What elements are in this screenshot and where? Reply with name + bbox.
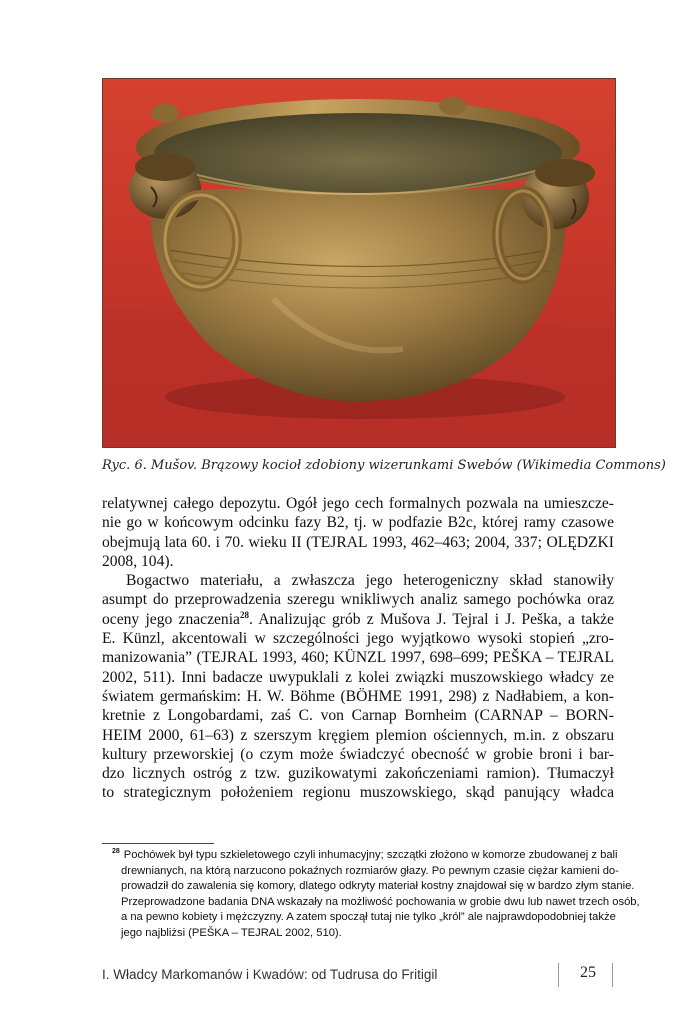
- body-line: kultury przeworskiej (o czym może świadczyć obecność w grobie broni i bar-: [102, 745, 614, 763]
- footnote-number: 28: [112, 848, 120, 856]
- body-line: 2002, 511). Inni badacze uwypuklali z kolei związki muszowskiego władcy ze: [102, 668, 614, 686]
- body-line: manizowania” (TEJRAL 1993, 460; KÜNZL 1997, 698–699; PEŠKA – TEJRAL: [102, 649, 614, 667]
- figure-caption: Ryc. 6. Mušov. Brązowy kocioł zdobiony wizerunkami Swebów (Wikimedia Commons): [102, 458, 666, 473]
- body-line-part: . Analizując grób z Mušova J. Tejral i J. Peška, a także: [248, 610, 614, 628]
- bronze-cauldron-illustration: [103, 79, 615, 447]
- body-line: dzo licznych ostróg z tzw. guzikowatymi zakończeniami ramion). Tłumaczył: [102, 765, 614, 783]
- body-line: to strategicznym położeniem regionu muszowskiego, skąd panujący władca: [102, 784, 614, 802]
- body-line: światem germańskim: H. W. Böhme (BÖHME 1991, 298) z Nadłabiem, a kon-: [102, 687, 614, 705]
- footnote-line: a na pewno kobiety i mężczyzny. A zatem spoczął tutaj nie tylko „król” ale najprawdopodobniej także: [121, 911, 616, 923]
- footnote-divider: [102, 843, 214, 844]
- body-line: obejmują lata 60. i 70. wieku II (TEJRAL 1993, 462–463; 2004, 337; OLĘDZKI: [102, 533, 614, 551]
- body-line: Bogactwo materiału, a zwłaszcza jego heterogeniczny skład stanowiły: [126, 572, 614, 590]
- body-line-with-footnote-ref: [102, 610, 614, 629]
- footnote-line: [112, 848, 618, 864]
- footnote-line: drewnianych, na którą narzucono pokaźnych rozmiarów głazy. Po pewnym czasie ciężar kamieni do-: [121, 864, 619, 877]
- body-line: E. Künzl, akcentowali w szczególności jego wyjątkowo wysoki stopień „zro-: [102, 630, 614, 648]
- figure-photo: [102, 78, 616, 448]
- running-footer-title: I. Władcy Markomanów i Kwadów: od Tudrusa do Fritigil: [102, 967, 438, 982]
- body-line: nie go w końcowym odcinku fazy B2, tj. w podfazie B2c, której ramy czasowe: [102, 514, 614, 532]
- body-line: HEIM 2000, 61–63) z szerszym kręgiem plemion ościennych, m.in. z obszaru: [102, 726, 614, 744]
- body-line-part: oceny jego znaczenia: [102, 610, 240, 628]
- page-number: 25: [580, 964, 596, 981]
- footnote: [112, 848, 640, 941]
- footer-divider-left: [558, 963, 559, 987]
- footnote-line: Przeprowadzone badania DNA wskazały na możliwość pochowania w grobie dwu lub nawet trzech osób,: [121, 895, 640, 908]
- footnote-line-text: Pochówek był typu szkieletowego czyli inhumacyjny; szczątki złożono w komorze zbudowanej z bali: [123, 849, 618, 861]
- footnote-line: jego najbliżsi (PEŠKA – TEJRAL 2002, 510).: [121, 926, 342, 939]
- body-line: kretnie z Longobardami, zaś C. von Carnap Bornheim (CARNAP – BORN-: [102, 707, 614, 725]
- body-line: relatywnej całego depozytu. Ogół jego cech formalnych pozwala na umieszcze-: [102, 495, 614, 512]
- footer-divider-right: [612, 963, 613, 987]
- footnote-reference[interactable]: 28: [239, 609, 249, 620]
- body-line: 2008, 104).: [102, 552, 174, 570]
- footnote-line: prowadził do zawalenia się komory, dlatego odkryty materiał kostny znajdował się w bardzo złym stanie.: [121, 880, 635, 892]
- body-text: [102, 494, 614, 803]
- body-line: asumpt do przeprowadzenia szeregu wnikliwych analiz samego pochówka oraz: [102, 591, 614, 609]
